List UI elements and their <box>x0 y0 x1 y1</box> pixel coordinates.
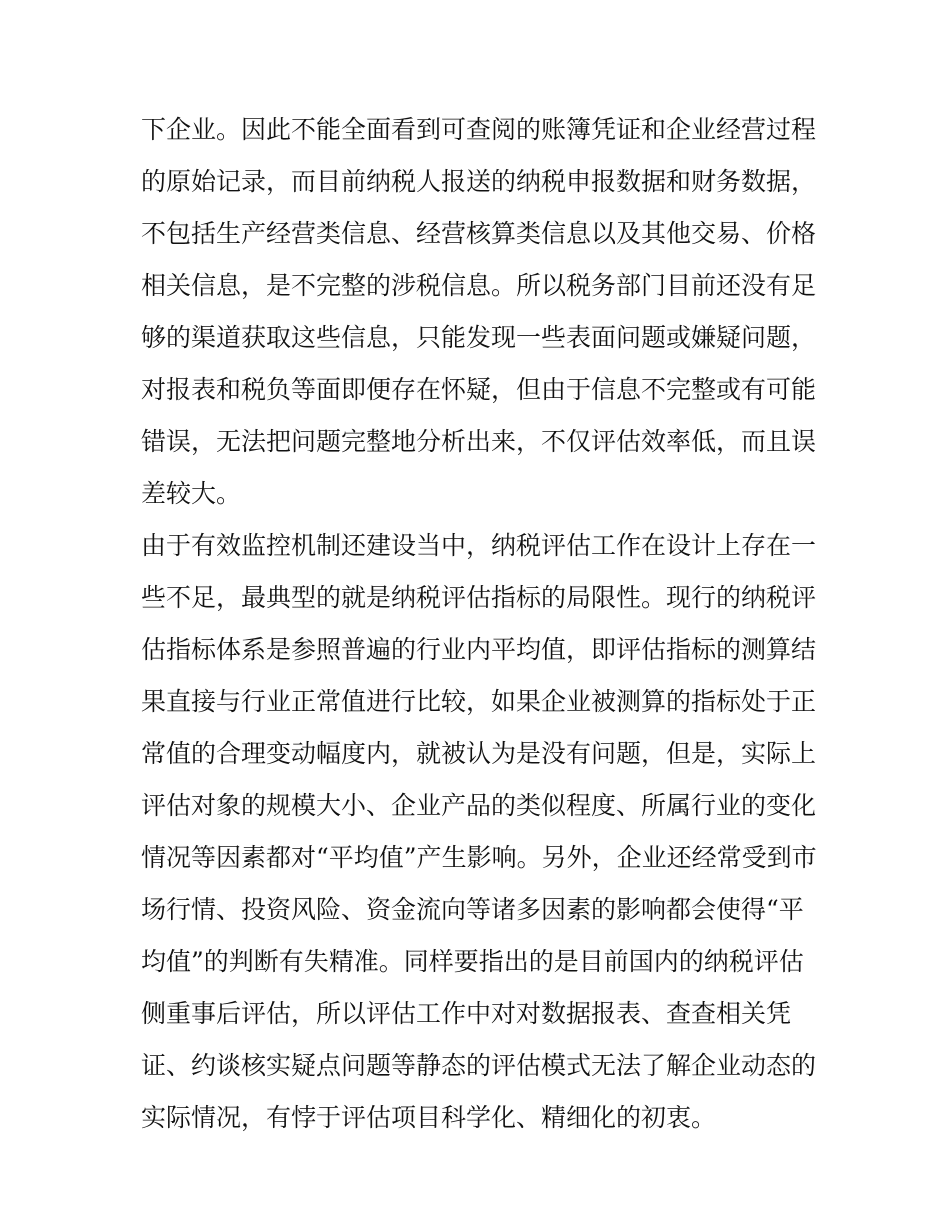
text-line: 的原始记录，而目前纳税人报送的纳税申报数据和财务数据， <box>141 167 817 196</box>
text-line: 差较大。 <box>141 479 242 508</box>
text-line: 下企业。因此不能全面看到可查阅的账簿凭证和企业经营过程 <box>141 115 817 144</box>
text-line: 些不足，最典型的就是纳税评估指标的局限性。现行的纳税评 <box>141 583 817 612</box>
text-line: 错误，无法把问题完整地分析出来，不仅评估效率低，而且误 <box>141 427 817 456</box>
text-line: 由于有效监控机制还建设当中，纳税评估工作在设计上存在一 <box>141 531 817 560</box>
text-line: 常值的合理变动幅度内，就被认为是没有问题，但是，实际上 <box>141 739 817 768</box>
text-line: 证、约谈核实疑点问题等静态的评估模式无法了解企业动态的 <box>141 1051 817 1080</box>
text-line: 够的渠道获取这些信息，只能发现一些表面问题或嫌疑问题， <box>141 323 817 352</box>
text-line: 场行情、投资风险、资金流向等诸多因素的影响都会使得“平 <box>141 895 804 924</box>
text-line: 相关信息，是不完整的涉税信息。所以税务部门目前还没有足 <box>141 271 817 300</box>
text-line: 情况等因素都对“平均值”产生影响。另外，企业还经常受到市 <box>141 843 817 872</box>
text-line: 果直接与行业正常值进行比较，如果企业被测算的指标处于正 <box>141 687 817 716</box>
text-line: 实际情况，有悖于评估项目科学化、精细化的初衷。 <box>141 1103 717 1132</box>
text-line: 侧重事后评估，所以评估工作中对对数据报表、查查相关凭 <box>141 999 792 1028</box>
text-line: 评估对象的规模大小、企业产品的类似程度、所属行业的变化 <box>141 791 817 820</box>
text-line: 不包括生产经营类信息、经营核算类信息以及其他交易、价格 <box>141 219 817 248</box>
text-line: 均值”的判断有失精准。同样要指出的是目前国内的纳税评估 <box>141 947 804 976</box>
text-line: 对报表和税负等面即便存在怀疑，但由于信息不完整或有可能 <box>141 375 817 404</box>
text-line: 估指标体系是参照普遍的行业内平均值，即评估指标的测算结 <box>141 635 817 664</box>
